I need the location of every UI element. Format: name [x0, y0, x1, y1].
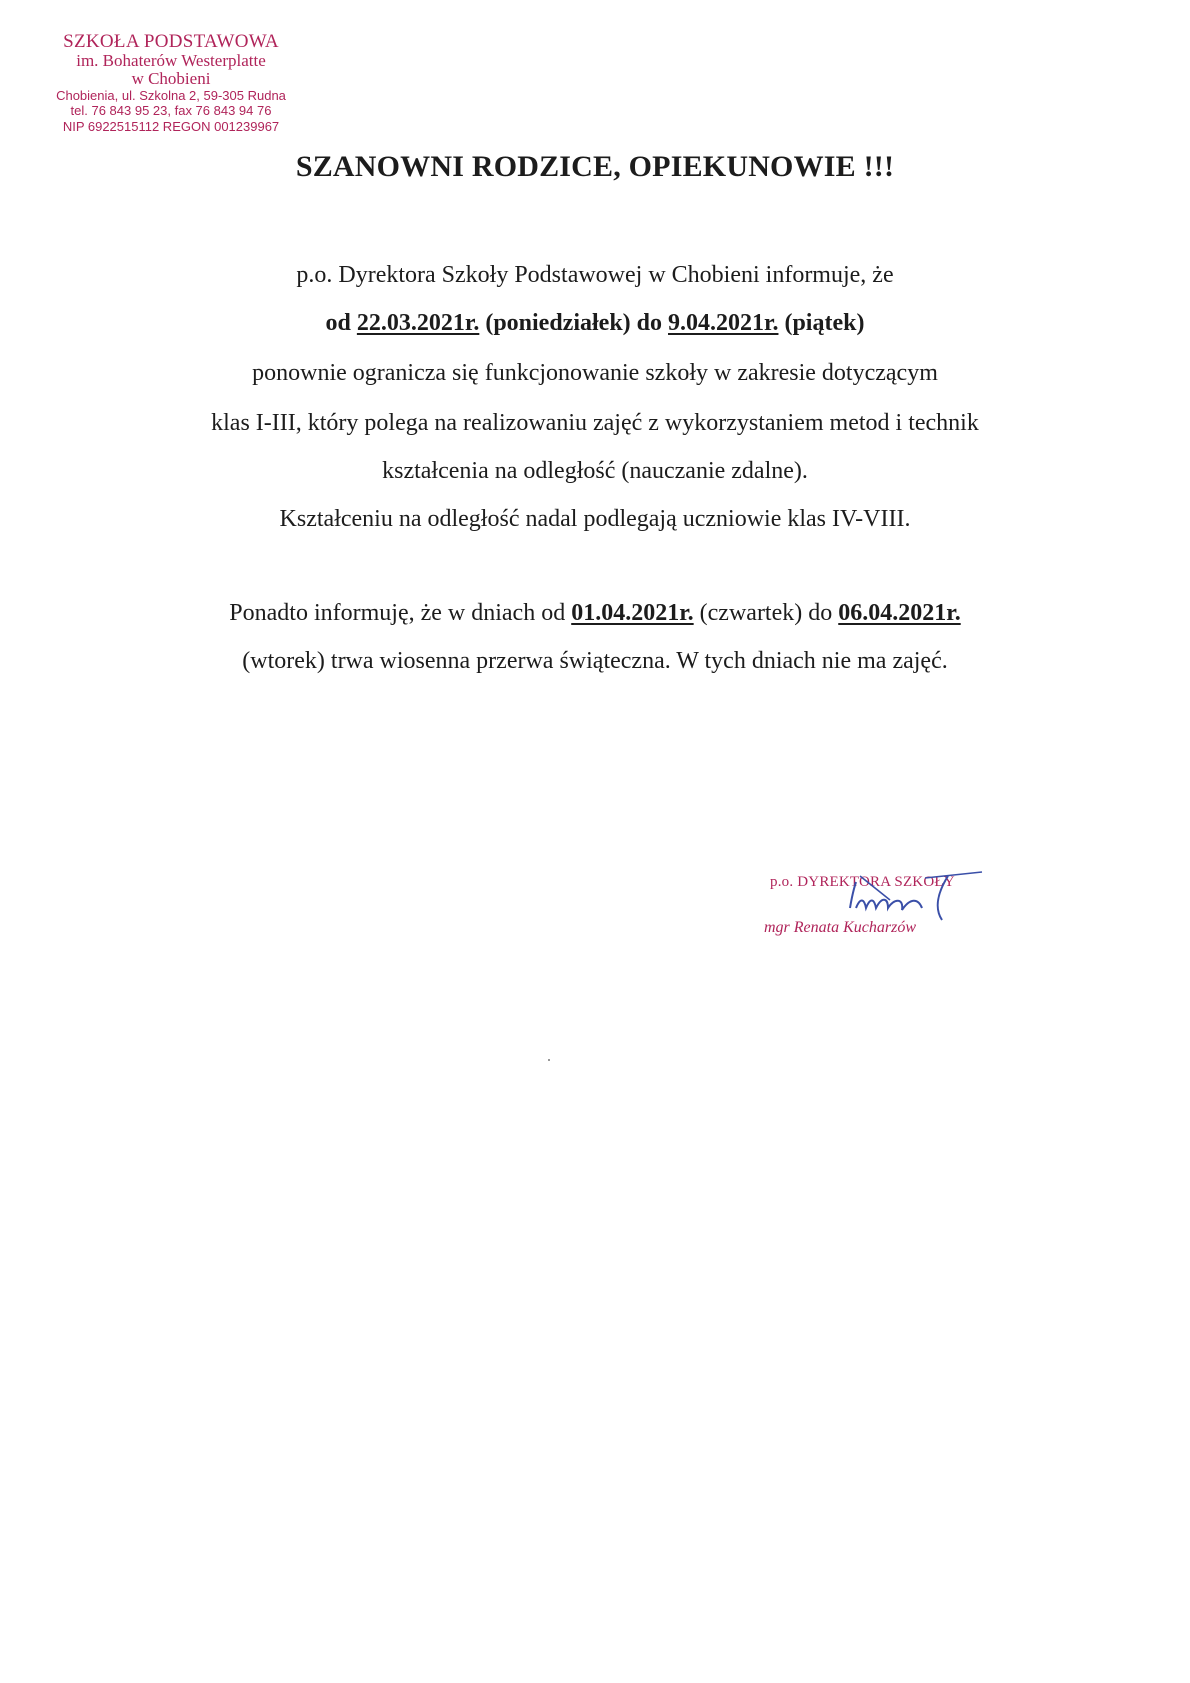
- signature-name: mgr Renata Kucharzów: [764, 919, 916, 936]
- date-from: 22.03.2021r.: [356, 310, 480, 336]
- stamp-patron: im. Bohaterów Westerplatte: [76, 50, 266, 70]
- signature-title: p.o. DYREKTORA SZKOŁY: [770, 874, 955, 890]
- date-to: 9.04.2021r.: [668, 310, 779, 336]
- break-intro: Ponadto informuję, że w dniach od: [229, 600, 566, 626]
- date-range-line: [0, 310, 1190, 337]
- restriction-line: ponownie ogranicza się funkcjonowanie szkoły w zakresie dotyczącym: [252, 360, 938, 386]
- stamp-nip-regon: NIP 6922515112 REGON 001239967: [62, 118, 280, 134]
- handwritten-signature: [830, 868, 990, 938]
- break-date-from: 01.04.2021r.: [571, 600, 694, 626]
- break-dates-line: [0, 600, 1190, 627]
- scan-speck: [548, 1059, 550, 1061]
- break-description-line: (wtorek) trwa wiosenna przerwa świąteczna. W tych dniach nie ma zajęć.: [242, 648, 948, 674]
- date-range-od: od: [325, 310, 351, 336]
- day-from: (poniedziałek) do: [485, 310, 663, 336]
- older-classes-line: Kształceniu na odległość nadal podlegają uczniowie klas IV-VIII.: [279, 506, 911, 532]
- classes-description: który polega na realizowaniu zajęć z wykorzystaniem metod i technik: [307, 410, 979, 436]
- stamp-phone-fax: tel. 76 843 95 23, fax 76 843 94 76: [70, 103, 272, 119]
- stamp-location: w Chobieni: [131, 68, 211, 88]
- classes-line: [0, 410, 1190, 437]
- stamp-school-name: SZKOŁA PODSTAWOWA: [63, 31, 279, 52]
- remote-learning-line: kształcenia na odległość (nauczanie zdalne).: [382, 458, 808, 484]
- intro-line: p.o. Dyrektora Szkoły Podstawowej w Chobieni informuje, że: [296, 262, 894, 288]
- break-date-to: 06.04.2021r.: [838, 600, 961, 626]
- letter-heading: SZANOWNI RODZICE, OPIEKUNOWIE !!!: [295, 150, 895, 183]
- signature-block: [764, 874, 1000, 937]
- classes-label: klas I-III,: [211, 410, 302, 436]
- school-stamp: [46, 32, 296, 134]
- break-day-from: (czwartek) do: [699, 600, 833, 626]
- day-to: (piątek): [784, 310, 865, 336]
- stamp-address: Chobienia, ul. Szkolna 2, 59-305 Rudna: [56, 87, 286, 103]
